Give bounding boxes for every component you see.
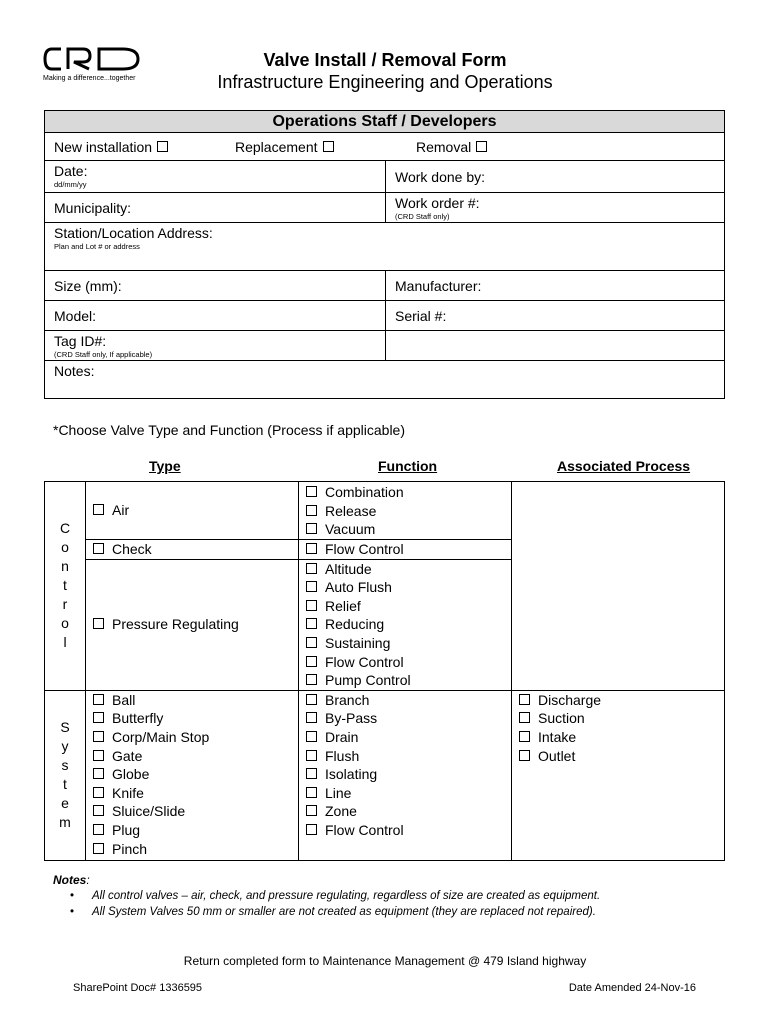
control-group-label [45, 482, 86, 691]
type-label: Sluice/Slide [112, 803, 186, 820]
option-replacement[interactable] [235, 139, 334, 155]
valve-instruction: *Choose Valve Type and Function (Process if applicable) [53, 422, 406, 438]
type-checkbox[interactable] [93, 712, 104, 723]
function-label: By-Pass [325, 710, 378, 727]
tag-hint: (CRD Staff only, If applicable) [54, 350, 153, 359]
control-letter: o [61, 615, 69, 632]
model-field[interactable] [45, 301, 386, 331]
type-checkbox[interactable] [93, 731, 104, 742]
function-label: Auto Flush [325, 579, 392, 596]
function-option[interactable] [306, 615, 511, 634]
system-letter: t [63, 776, 67, 793]
process-checkbox[interactable] [519, 731, 530, 742]
column-header-process: Associated Process [557, 458, 691, 474]
footer-notes-list [70, 888, 600, 920]
function-option[interactable] [306, 671, 511, 690]
processes-system [512, 690, 725, 860]
type-air[interactable] [86, 482, 299, 540]
type-checkbox[interactable] [93, 750, 104, 761]
system-group-label [45, 690, 86, 860]
function-checkbox[interactable] [306, 505, 317, 516]
control-letter: o [61, 539, 69, 556]
function-option[interactable] [306, 502, 511, 521]
footer-notes-colon: : [86, 873, 90, 887]
function-label: Isolating [325, 766, 378, 783]
functions-air [299, 482, 512, 540]
type-option[interactable] [93, 691, 298, 710]
type-option[interactable] [93, 765, 298, 784]
functions-system [299, 690, 512, 860]
type-check-label: Check [112, 541, 152, 557]
type-option[interactable] [93, 802, 298, 821]
function-checkbox[interactable] [306, 656, 317, 667]
function-label: Pump Control [325, 672, 411, 689]
type-label: Butterfly [112, 710, 164, 727]
type-label: Plug [112, 821, 141, 838]
function-label: Branch [325, 691, 370, 708]
system-letter: S [60, 719, 70, 736]
function-checkbox[interactable] [306, 824, 317, 835]
municipality-field[interactable] [45, 193, 386, 223]
footer-note [70, 904, 600, 920]
function-checkbox[interactable] [306, 523, 317, 534]
return-instructions: Return completed form to Maintenance Management @ 479 Island highway [183, 954, 587, 968]
type-option[interactable] [93, 747, 298, 766]
function-option[interactable] [306, 765, 511, 784]
function-option[interactable] [306, 821, 511, 840]
function-option[interactable] [306, 691, 511, 710]
types-system [86, 690, 299, 860]
function-option[interactable] [306, 560, 511, 579]
function-checkbox[interactable] [306, 731, 317, 742]
control-letter: n [61, 558, 69, 575]
staff-form-table [44, 110, 725, 399]
type-label: Ball [112, 691, 136, 708]
type-checkbox[interactable] [93, 768, 104, 779]
removal-checkbox[interactable] [476, 141, 487, 152]
function-label: Zone [325, 803, 357, 820]
system-letter: e [61, 795, 69, 812]
footer-note-text: All System Valves 50 mm or smaller are not created as equipment (they are replaced not repaired). [92, 906, 596, 918]
control-letter: r [62, 596, 68, 613]
footer-notes-title [53, 873, 90, 887]
function-label: Flow Control [325, 653, 404, 670]
function-option[interactable] [306, 747, 511, 766]
type-air-label: Air [112, 502, 130, 519]
size-label: Size (mm): [54, 277, 122, 294]
function-checkbox[interactable] [306, 805, 317, 816]
type-option[interactable] [93, 784, 298, 803]
manufacturer-field[interactable] [386, 271, 725, 301]
process-checkbox[interactable] [519, 712, 530, 723]
process-control-blank[interactable] [512, 482, 725, 691]
functions-check [299, 540, 512, 560]
valve-table [44, 481, 725, 861]
function-label: Flow Control [325, 541, 404, 557]
type-option[interactable] [93, 709, 298, 728]
system-letter: m [59, 814, 71, 831]
footer-note-text: All control valves – air, check, and pressure regulating, regardless of size are created as equipment. [92, 890, 601, 902]
tag-label: Tag ID#: [54, 333, 107, 349]
process-option[interactable] [519, 728, 724, 747]
option-new-installation-label: New installation [54, 139, 153, 155]
function-checkbox[interactable] [306, 787, 317, 798]
function-option[interactable] [306, 578, 511, 597]
type-option[interactable] [93, 728, 298, 747]
control-letter: l [63, 634, 67, 651]
function-option[interactable] [306, 483, 511, 502]
option-replacement-label: Replacement [235, 139, 318, 155]
size-field[interactable] [45, 271, 386, 301]
function-label: Vacuum [325, 521, 376, 538]
type-label: Corp/Main Stop [112, 728, 210, 745]
form-title: Valve Install / Removal Form [263, 50, 507, 70]
work-done-by-label: Work done by: [395, 168, 486, 185]
system-letter: s [61, 757, 69, 774]
function-label: Relief [325, 597, 361, 614]
logo-tagline: Making a difference...together [43, 75, 136, 82]
process-label: Discharge [538, 691, 602, 708]
type-label: Knife [112, 784, 144, 801]
form-subtitle: Infrastructure Engineering and Operations [217, 72, 553, 92]
function-checkbox[interactable] [306, 712, 317, 723]
function-option[interactable] [306, 653, 511, 672]
type-air-checkbox[interactable] [93, 504, 104, 515]
function-checkbox[interactable] [306, 486, 317, 497]
function-checkbox[interactable] [306, 581, 317, 592]
function-checkbox[interactable] [306, 694, 317, 705]
function-checkbox[interactable] [306, 637, 317, 648]
option-removal-label: Removal [416, 139, 472, 155]
section-title: Operations Staff / Developers [45, 111, 725, 133]
work-order-field[interactable] [386, 193, 725, 223]
type-check[interactable] [86, 540, 299, 560]
process-option[interactable] [519, 747, 724, 766]
bullet-icon: • [70, 890, 75, 902]
date-hint: dd/mm/yy [54, 180, 87, 189]
bullet-icon: • [70, 906, 75, 918]
type-pressure-checkbox[interactable] [93, 618, 104, 629]
date-amended: Date Amended 24-Nov-16 [568, 982, 696, 994]
type-pressure-regulating[interactable] [86, 559, 299, 690]
function-label: Drain [325, 728, 359, 745]
function-label: Release [325, 502, 377, 519]
date-field[interactable] [45, 161, 386, 193]
date-label: Date: [54, 163, 88, 179]
process-option[interactable] [519, 709, 724, 728]
function-option[interactable] [306, 728, 511, 747]
function-checkbox[interactable] [306, 563, 317, 574]
process-checkbox[interactable] [519, 694, 530, 705]
station-hint: Plan and Lot # or address [54, 242, 140, 251]
function-label: Flush [325, 747, 360, 764]
type-pressure-label: Pressure Regulating [112, 616, 239, 633]
notes-field[interactable] [45, 361, 725, 399]
control-letter: C [59, 520, 71, 537]
doc-number: SharePoint Doc# 1336595 [73, 982, 203, 994]
function-option[interactable] [306, 802, 511, 821]
footer-note [70, 888, 600, 904]
function-option[interactable] [306, 634, 511, 653]
process-label: Intake [538, 728, 577, 745]
process-option[interactable] [519, 691, 724, 710]
option-new-installation[interactable] [54, 139, 168, 155]
process-label: Outlet [538, 747, 576, 764]
function-checkbox[interactable] [306, 618, 317, 629]
type-label: Pinch [112, 840, 148, 857]
type-label: Gate [112, 747, 143, 764]
station-address-field[interactable] [45, 223, 725, 271]
type-check-checkbox[interactable] [93, 543, 104, 554]
column-header-type: Type [149, 458, 181, 474]
function-option[interactable] [306, 597, 511, 616]
install-type-row [45, 133, 725, 161]
tag-id-field[interactable] [45, 331, 386, 361]
footer-notes-title-text: Notes [53, 873, 87, 887]
function-checkbox[interactable] [306, 750, 317, 761]
function-label: Combination [325, 484, 404, 500]
function-label: Line [325, 784, 352, 801]
process-label: Suction [538, 710, 585, 727]
type-checkbox[interactable] [93, 805, 104, 816]
functions-pressure [299, 559, 512, 690]
type-checkbox[interactable] [93, 787, 104, 798]
notes-label: Notes: [54, 363, 95, 379]
system-letter: y [61, 738, 69, 755]
process-checkbox[interactable] [519, 750, 530, 761]
replacement-checkbox[interactable] [323, 141, 334, 152]
manufacturer-label: Manufacturer: [395, 277, 482, 294]
type-option[interactable] [93, 840, 298, 859]
function-label: Flow Control [325, 821, 404, 838]
function-checkbox[interactable] [306, 768, 317, 779]
option-removal[interactable] [416, 139, 487, 155]
type-checkbox[interactable] [93, 843, 104, 854]
function-checkbox[interactable] [306, 600, 317, 611]
new-installation-checkbox[interactable] [157, 141, 168, 152]
type-label: Globe [112, 766, 150, 783]
type-checkbox[interactable] [93, 824, 104, 835]
function-label: Sustaining [325, 634, 391, 651]
tag-id-blank[interactable] [386, 331, 725, 361]
model-label: Model: [54, 307, 97, 324]
work-order-label: Work order #: [395, 195, 480, 211]
function-option[interactable] [306, 540, 511, 559]
function-option[interactable] [306, 520, 511, 539]
control-letter: t [63, 577, 67, 594]
function-checkbox[interactable] [306, 674, 317, 685]
municipality-label: Municipality: [54, 199, 132, 216]
function-label: Reducing [325, 616, 385, 633]
function-option[interactable] [306, 709, 511, 728]
function-option[interactable] [306, 784, 511, 803]
function-label: Altitude [325, 560, 372, 577]
serial-field[interactable] [386, 301, 725, 331]
column-header-function: Function [378, 458, 438, 474]
type-option[interactable] [93, 821, 298, 840]
station-label: Station/Location Address: [54, 225, 213, 241]
work-done-by-field[interactable] [386, 161, 725, 193]
serial-label: Serial #: [395, 307, 447, 324]
type-checkbox[interactable] [93, 694, 104, 705]
work-order-hint: (CRD Staff only) [395, 212, 450, 221]
function-checkbox[interactable] [306, 543, 317, 554]
